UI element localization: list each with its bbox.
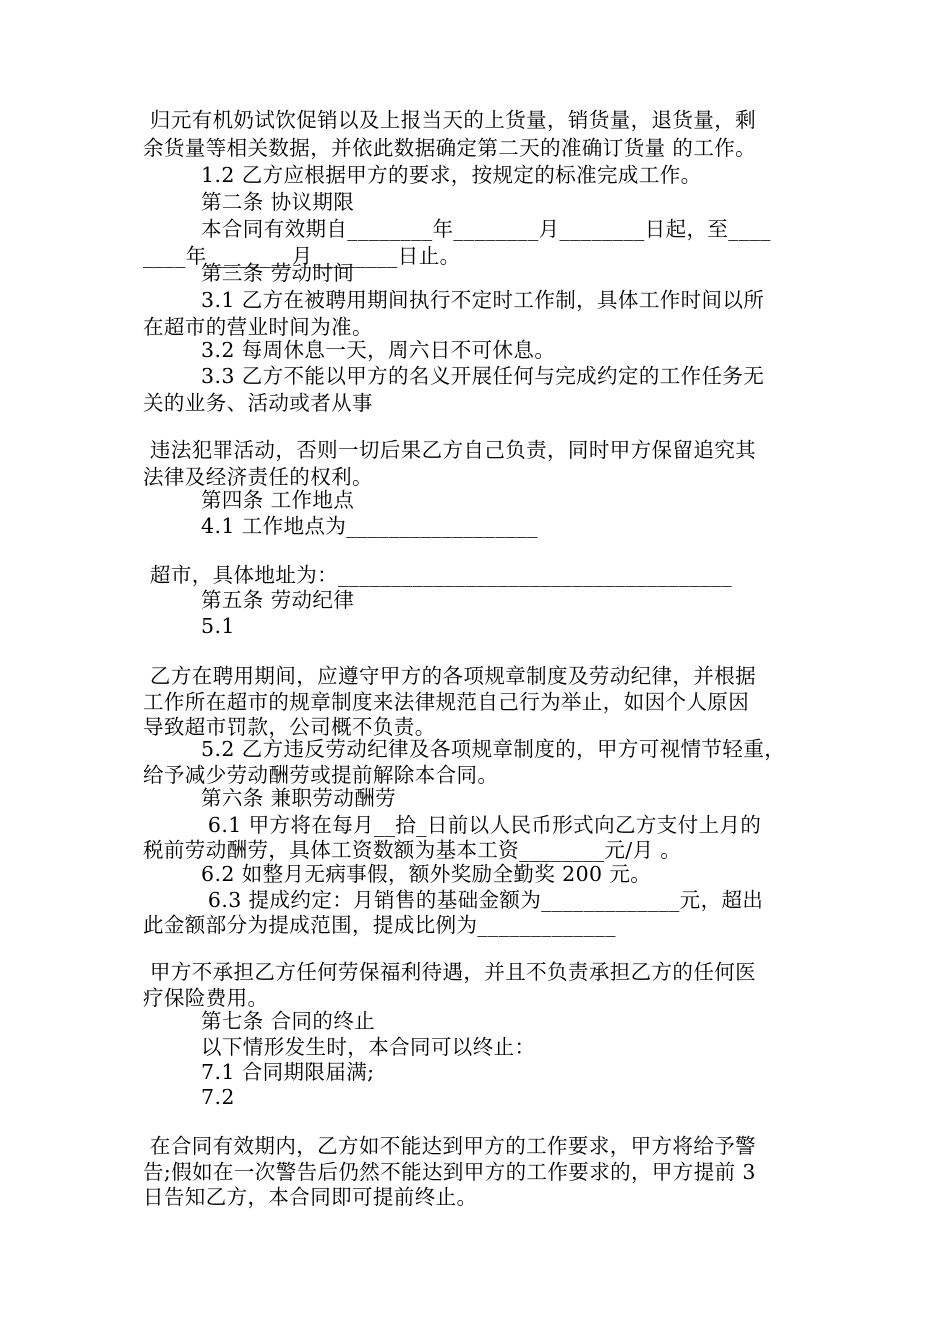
text-line-39: 日告知乙方，本合同即可提前终止。 (143, 1185, 478, 1209)
text-line-12: 关的业务、活动或者从事 (143, 391, 373, 415)
text-line-14: 法律及经济责任的权利。 (143, 465, 373, 489)
text-line-5: 本合同有效期自________年________月________日起，至____ (201, 217, 771, 241)
text-line-18: 第五条 劳动纪律 (201, 588, 355, 612)
text-line-28: 6.2 如整月无病事假，额外奖励全勤奖 200 元。 (201, 862, 652, 886)
text-line-3: 1.2 乙方应根据甲方的要求，按规定的标准完成工作。 (201, 163, 702, 187)
text-line-30: 此金额部分为提成范围，提成比例为_____________ (143, 913, 616, 937)
text-line-34: 以下情形发生时，本合同可以终止： (201, 1035, 536, 1059)
text-line-21: 工作所在超市的规章制度来法律规范自己行为举止，如因个人原因 (143, 690, 750, 714)
text-line-8: 3.1 乙方在被聘用期间执行不定时工作制，具体工作时间以所 (201, 288, 765, 312)
text-line-19: 5.1 (201, 614, 235, 638)
text-line-1: 归元有机奶试饮促销以及上报当天的上货量，销货量，退货量，剩 (143, 108, 757, 132)
text-line-38: 告;假如在一次警告后仍然不能达到甲方的工作要求的，甲方提前 3 (143, 1160, 756, 1184)
text-line-17: 超市，具体地址为：_____________________________________ (143, 563, 733, 587)
text-line-35: 7.1 合同期限届满; (201, 1060, 375, 1084)
text-line-11: 3.3 乙方不能以甲方的名义开展任何与完成约定的工作任务无 (201, 364, 765, 388)
text-line-20: 乙方在聘用期间，应遵守甲方的各项规章制度及劳动纪律，并根据 (143, 664, 757, 688)
text-line-6: ____年________月________日止。 (143, 244, 461, 268)
text-line-36: 7.2 (201, 1085, 235, 1109)
text-line-33: 第七条 合同的终止 (201, 1009, 376, 1033)
text-line-4: 第二条 协议期限 (201, 190, 355, 214)
text-line-31: 甲方不承担乙方任何劳保福利待遇，并且不负责承担乙方的任何医 (143, 960, 757, 984)
text-line-23: 5.2 乙方违反劳动纪律及各项规章制度的，甲方可视情节轻重， (201, 737, 786, 761)
text-line-25: 第六条 兼职劳动酬劳 (201, 786, 397, 810)
text-line-26: 6.1 甲方将在每月__拾_日前以人民币形式向乙方支付上月的 (201, 813, 762, 837)
text-line-9: 在超市的营业时间为准。 (143, 315, 373, 339)
text-line-10: 3.2 每周休息一天，周六日不可休息。 (201, 338, 556, 362)
text-line-22: 导致超市罚款，公司概不负责。 (143, 715, 436, 739)
text-line-32: 疗保险费用。 (143, 986, 269, 1010)
text-line-15: 第四条 工作地点 (201, 488, 355, 512)
text-line-7: 第三条 劳动时间 (201, 261, 355, 285)
text-line-24: 给予减少劳动酬劳或提前解除本合同。 (143, 763, 499, 787)
text-line-2: 余货量等相关数据，并依此数据确定第二天的准确订货量 的工作。 (143, 136, 757, 160)
text-line-13: 违法犯罪活动，否则一切后果乙方自己负责，同时甲方保留追究其 (143, 438, 757, 462)
text-line-16: 4.1 工作地点为__________________ (201, 514, 538, 538)
text-line-37: 在合同有效期内，乙方如不能达到甲方的工作要求，甲方将给予警 (143, 1134, 757, 1158)
text-line-27: 税前劳动酬劳，具体工资数额为基本工资________元/月 。 (143, 838, 682, 862)
text-line-29: 6.3 提成约定：月销售的基础金额为_____________元，超出 (201, 888, 764, 912)
